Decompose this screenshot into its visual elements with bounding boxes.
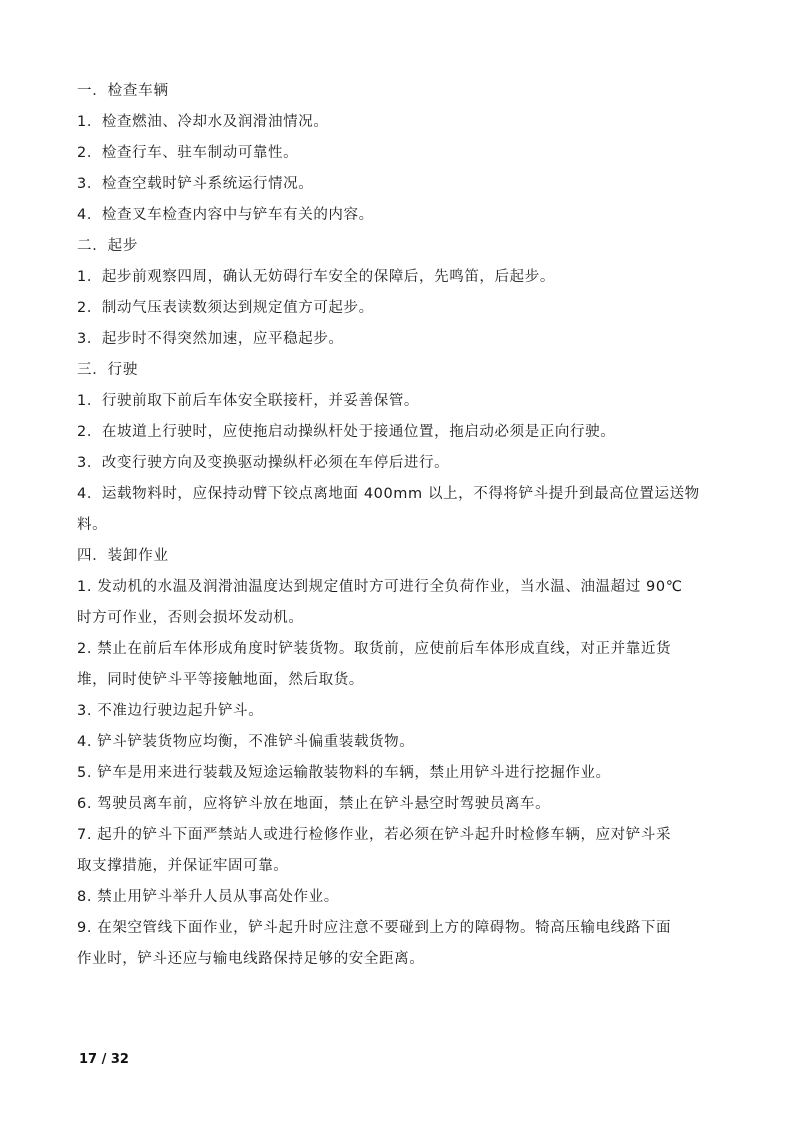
- list-item-continuation: 堆，同时使铲斗平等接触地面，然后取货。: [77, 672, 364, 688]
- list-item: 3．检查空载时铲斗系统运行情况。: [77, 176, 314, 192]
- document-body: [77, 76, 717, 975]
- list-item: 2．制动气压表读数须达到规定值方可起步。: [77, 300, 374, 316]
- list-item: 1．行驶前取下前后车体安全联接杆，并妥善保管。: [77, 393, 420, 409]
- list-item: 2．在坡道上行驶时，应使拖启动操纵杆处于接通位置，拖启动必须是正向行驶。: [77, 424, 616, 440]
- list-item: 1. 发动机的水温及润滑油温度达到规定值时方可进行全负荷作业，当水温、油温超过 90℃: [77, 579, 683, 595]
- list-item: 4．检查叉车检查内容中与铲车有关的内容。: [77, 207, 374, 223]
- list-item: 5. 铲车是用来进行装载及短途运输散装物料的车辆，禁止用铲斗进行挖掘作业。: [77, 765, 611, 781]
- list-item: 2. 禁止在前后车体形成角度时铲装货物。取货前，应使前后车体形成直线，对正并靠近货: [77, 641, 672, 657]
- section-heading: 四．装卸作业: [77, 548, 169, 564]
- section-heading: 三．行驶: [77, 362, 139, 378]
- page-number: 17 / 32: [79, 1052, 129, 1067]
- list-item: 4. 铲斗铲装货物应均衡，不准铲斗偏重装载货物。: [77, 734, 415, 750]
- list-item: 3. 不准边行驶边起升铲斗。: [77, 703, 264, 719]
- list-item: 2．检查行车、驻车制动可靠性。: [77, 145, 299, 161]
- list-item: 7. 起升的铲斗下面严禁站人或进行检修作业，若必须在铲斗起升时检修车辆，应对铲斗采: [77, 827, 672, 843]
- list-item: 6. 驾驶员离车前，应将铲斗放在地面，禁止在铲斗悬空时驾驶员离车。: [77, 796, 551, 812]
- list-item: 1．检查燃油、冷却水及润滑油情况。: [77, 114, 329, 130]
- list-item-continuation: 取支撑措施，并保证牢固可靠。: [77, 858, 289, 874]
- list-item-continuation: 作业时，铲斗还应与输电线路保持足够的安全距离。: [77, 951, 425, 967]
- list-item: 4．运载物料时，应保持动臂下铰点离地面 400mm 以上，不得将铲斗提升到最高位置运送物: [77, 486, 700, 502]
- list-item: 9. 在架空管线下面作业，铲斗起升时应注意不要碰到上方的障碍物。犄高压输电线路下面: [77, 920, 672, 936]
- list-item: 8. 禁止用铲斗举升人员从事高处作业。: [77, 889, 339, 905]
- list-item: 3．改变行驶方向及变换驱动操纵杆必须在车停后进行。: [77, 455, 450, 471]
- list-item: 3．起步时不得突然加速，应平稳起步。: [77, 331, 344, 347]
- list-item-continuation: 料。: [77, 517, 108, 533]
- list-item-continuation: 时方可作业，否则会损坏发动机。: [77, 610, 304, 626]
- section-heading: 一．检查车辆: [77, 83, 169, 99]
- section-heading: 二．起步: [77, 238, 139, 254]
- list-item: 1．起步前观察四周，确认无妨碍行车安全的保障后，先鸣笛，后起步。: [77, 269, 555, 285]
